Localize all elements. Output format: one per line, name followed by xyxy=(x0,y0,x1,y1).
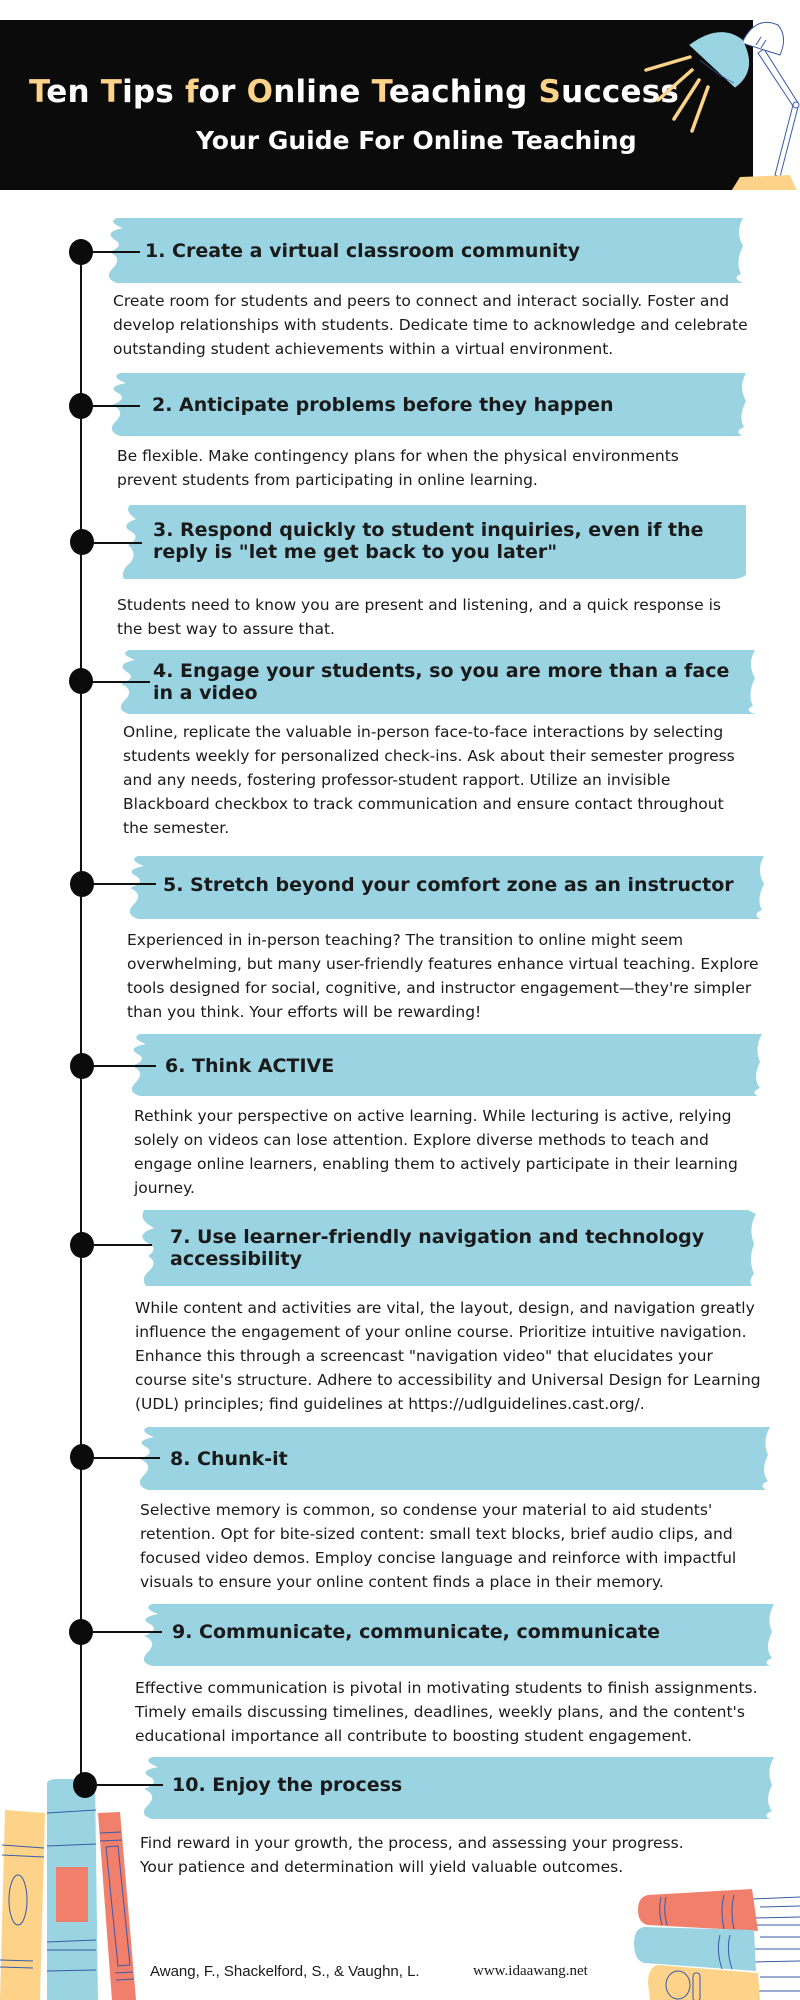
title-letter-T1: T xyxy=(29,74,47,110)
stacked-books-icon xyxy=(630,1885,800,2000)
tip-body-8: Selective memory is common, so condense your material to aid students' retention. Opt for bite-sized content: small text blocks, brief audio clips, and focused video demos. Employ concise language and reinforce with impactful visuals to ensure your online content finds a place in their memory. xyxy=(140,1501,737,1591)
tip-body-9: Effective communication is pivotal in motivating students to finish assignments. Timely emails discussing timelines, deadlines, weekly plans, and the content's educational importance all contribute to boosting student engagement. xyxy=(135,1679,758,1745)
timeline-connector xyxy=(92,405,140,407)
timeline-dot-icon xyxy=(69,1619,93,1645)
tip-body-3: Students need to know you are present and listening, and a quick response is the best way to assure that. xyxy=(117,596,721,638)
timeline-dot-icon xyxy=(69,239,93,265)
tip-title-9: 9. Communicate, communicate, communicate xyxy=(172,1621,660,1643)
timeline-dot-icon xyxy=(69,393,93,419)
timeline-dot-icon xyxy=(70,1444,94,1470)
timeline-connector xyxy=(92,251,140,253)
timeline-dot-icon xyxy=(70,871,94,897)
tip-body-4: Online, replicate the valuable in-person face-to-face interactions by selecting students weekly for personalized check-ins. Ask about their semester progress and any needs, fostering professor-student rapport. Utilize an invisible Blackboard checkbox to track communication and ensure contact throughout the semester. xyxy=(123,723,735,837)
desk-lamp-icon xyxy=(630,15,800,190)
footer-authors: Awang, F., Shackelford, S., & Vaughn, L. xyxy=(150,1963,420,1980)
tip-body-6: Rethink your perspective on active learning. While lecturing is active, relying solely on videos can lose attention. Explore diverse methods to teach and engage online learners, enabling them to actively participate in their learning journey. xyxy=(134,1107,738,1197)
timeline-dot-icon xyxy=(70,1053,94,1079)
timeline-connector xyxy=(92,1244,152,1246)
tip-title-1: 1. Create a virtual classroom community xyxy=(145,240,580,262)
page-subtitle: Your Guide For Online Teaching xyxy=(196,126,637,155)
tip-title-10: 10. Enjoy the process xyxy=(172,1774,403,1796)
tip-title-3: 3. Respond quickly to student inquiries, even if the reply is "let me get back to you later" xyxy=(153,519,704,563)
tip-body-2: Be flexible. Make contingency plans for when the physical environments prevent students from participating in online learning. xyxy=(117,447,679,489)
timeline-line xyxy=(80,252,82,1787)
timeline-connector xyxy=(92,1457,160,1459)
tip-title-2: 2. Anticipate problems before they happen xyxy=(152,394,614,416)
footer-website-link[interactable]: www.idaawang.net xyxy=(473,1963,588,1979)
timeline-dot-icon xyxy=(73,1772,97,1798)
tip-body-7: While content and activities are vital, the layout, design, and navigation greatly influence the engagement of your online course. Prioritize intuitive navigation. Enhance this through a screencast "navigation video" that elucidates your course site's structure. Adhere to accessibility and Universal Design for Learning (UDL) principles; find guidelines at https://udlguidelines.cast.org/. xyxy=(135,1299,761,1413)
timeline-connector xyxy=(92,1631,162,1633)
tip-body-1: Create room for students and peers to connect and interact socially. Foster and develop relationships with students. Dedicate time to acknowledge and celebrate outstanding student achievements within a virtual environment. xyxy=(113,292,748,358)
tip-title-7: 7. Use learner-friendly navigation and technology accessibility xyxy=(170,1226,705,1270)
tip-title-6: 6. Think ACTIVE xyxy=(165,1055,335,1077)
timeline-connector xyxy=(92,1065,156,1067)
tip-title-8: 8. Chunk-it xyxy=(170,1448,288,1470)
timeline-connector xyxy=(92,883,156,885)
tip-title-4: 4. Engage your students, so you are more than a face in a video xyxy=(153,660,730,704)
tip-title-5: 5. Stretch beyond your comfort zone as an instructor xyxy=(163,874,734,896)
tip-body-5: Experienced in in-person teaching? The transition to online might seem overwhelming, but many user-friendly features enhance virtual teaching. Explore tools designed for social, cognitive, and instructor engagement—they're simpler than you think. Your efforts will be rewarding! xyxy=(127,931,759,1021)
timeline-dot-icon xyxy=(70,529,94,555)
timeline-dot-icon xyxy=(69,668,93,694)
timeline-connector xyxy=(95,1784,163,1786)
standing-books-icon xyxy=(0,1775,140,2000)
tip-body-10: Find reward in your growth, the process, and assessing your progress. Your patience and determination will yield valuable outcomes. xyxy=(140,1834,684,1876)
page-title: Ten Tips for Online Teaching Success xyxy=(29,74,680,110)
timeline-connector xyxy=(92,681,150,683)
timeline-connector xyxy=(92,542,142,544)
timeline-dot-icon xyxy=(70,1232,94,1258)
